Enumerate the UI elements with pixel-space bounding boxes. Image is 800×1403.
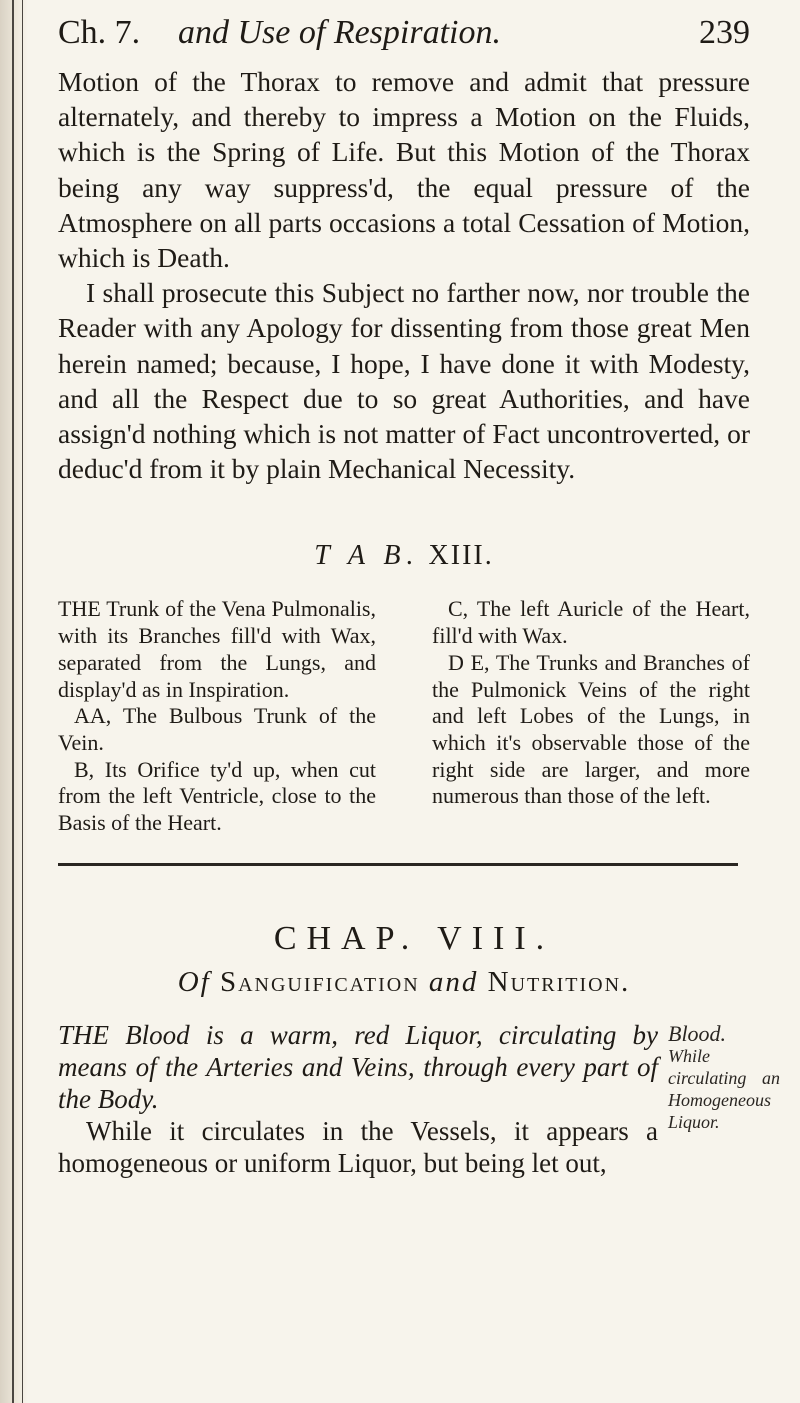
subtitle-and: and: [428, 965, 479, 998]
book-page: [58, 8, 780, 1179]
binding-edge: [12, 0, 14, 1403]
chapter-body: [58, 1019, 780, 1179]
body-text: [58, 64, 750, 486]
subtitle-sanguification: Sanguification: [219, 965, 420, 998]
plate-item: B, Its Orifice ty'd up, when cut from the left Ventricle, close to the Basis of the Heart.: [58, 756, 376, 836]
subtitle-nutrition: Nutrition.: [487, 965, 631, 998]
plate-item: C, The left Auricle of the Heart, fill'd with Wax.: [432, 596, 750, 649]
paragraph: I shall prosecute this Subject no farther now, nor trouble the Reader with any Apology for dissenting from those great Men herein named; because, I hope, I have done it with Modesty, and all the Respect due to so great Authorities, and have assign'd nothing which is not matter of Fact uncontroverted, or deduc'd from it by plain Mechanical Necessity.: [58, 277, 750, 485]
book-gutter: [0, 0, 28, 1403]
plate-description-left: [58, 596, 376, 836]
plate-heading-label: T A B.: [314, 540, 420, 572]
running-head-chapter: Ch. 7.: [58, 14, 141, 51]
chapter-heading: CHAP. VIII.: [273, 919, 555, 957]
margin-notes: [668, 1020, 780, 1133]
plate-description: [58, 596, 750, 836]
subtitle-of: Of: [177, 965, 211, 998]
running-head-title: and Use of Respiration.: [178, 14, 501, 51]
paragraph: Motion of the Thorax to remove and admit that pressure alternately, and thereby to impress a Motion on the Fluids, which is the Spring of Life. But this Motion of the Thorax being any way suppress'd, the equal pressure of the Atmosphere on all parts occasions a total Cessation of Motion, which is Death.: [58, 66, 750, 274]
plate-heading-number: XIII.: [428, 540, 494, 572]
plate-heading: [58, 540, 750, 572]
margin-note: While circulating an Homogeneous Liquor.: [668, 1045, 780, 1132]
plate-item: D E, The Trunks and Branches of the Pulmonick Veins of the right and left Lobes of the Lungs, in which it's observable those of the right side are larger, and more numerous than those of the left.: [432, 649, 750, 809]
running-head: [58, 8, 750, 64]
page-number: 239: [699, 14, 750, 51]
binding-edge-inner: [22, 0, 23, 1403]
plate-description-right: [432, 596, 750, 836]
chapter-paragraph: While it circulates in the Vessels, it appears a homogeneous or uniform Liquor, but being let out,: [58, 1115, 658, 1178]
margin-note-head: Blood.: [668, 1020, 727, 1046]
chapter-paragraph: THE Blood is a warm, red Liquor, circulating by means of the Arteries and Veins, through every part of the Body.: [58, 1019, 658, 1114]
chapter-subtitle: [58, 966, 750, 999]
plate-item: THE Trunk of the Vena Pulmonalis, with its Branches fill'd with Wax, separated from the Lungs, and display'd as in Inspiration.: [58, 596, 376, 702]
plate-item: AA, The Bulbous Trunk of the Vein.: [58, 703, 376, 755]
section-divider: [58, 863, 738, 866]
